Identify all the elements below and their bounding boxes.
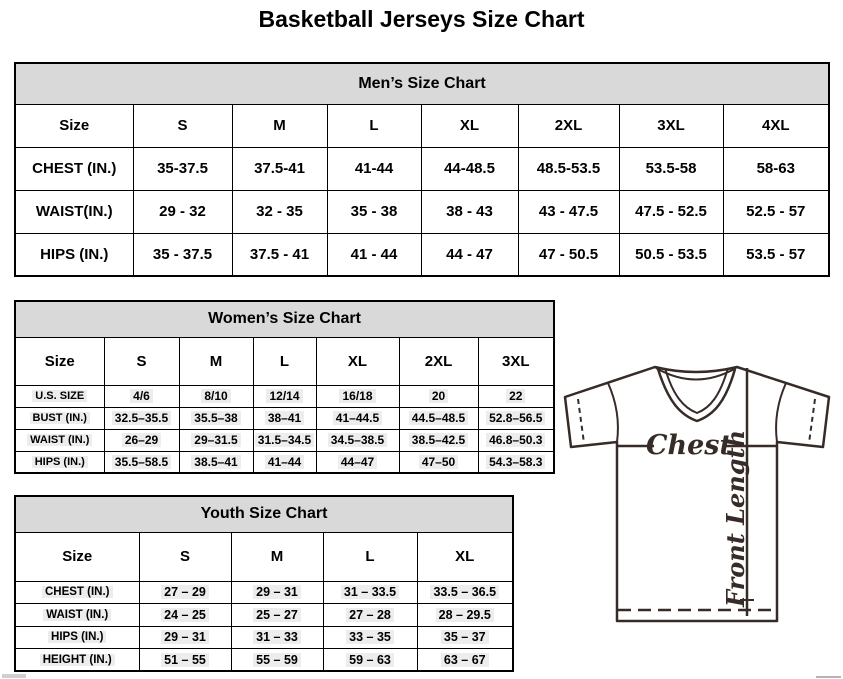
table-cell: 44 - 47	[421, 233, 518, 276]
womens-size-table	[14, 300, 555, 474]
table-cell: 52.8–56.5	[478, 407, 554, 429]
row-label: HIPS (IN.)	[15, 233, 133, 276]
table-cell: 33.5 – 36.5	[417, 581, 513, 604]
table-cell: 51 – 55	[139, 649, 231, 672]
column-header: XL	[417, 532, 513, 581]
row-label: HIPS (IN.)	[15, 626, 139, 649]
table-row	[15, 649, 513, 672]
table-cell: 28 – 29.5	[417, 604, 513, 627]
womens-table-header-band	[15, 301, 554, 337]
table-cell: 16/18	[316, 385, 399, 407]
table-cell: 47 - 50.5	[518, 233, 619, 276]
table-cell: 32.5–35.5	[104, 407, 179, 429]
table-cell: 52.5 - 57	[723, 190, 829, 233]
table-cell: 35 – 37	[417, 626, 513, 649]
table-cell: 44-48.5	[421, 147, 518, 190]
column-header: L	[253, 337, 316, 385]
table-cell: 54.3–58.3	[478, 451, 554, 473]
table-cell: 34.5–38.5	[316, 429, 399, 451]
table-cell: 43 - 47.5	[518, 190, 619, 233]
table-row	[15, 429, 554, 451]
youth-size-table	[14, 495, 514, 672]
mens-table-header-band	[15, 63, 829, 104]
row-label: CHEST (IN.)	[15, 147, 133, 190]
table-row	[15, 385, 554, 407]
table-cell: 26–29	[104, 429, 179, 451]
cropped-fragment-left	[2, 674, 26, 678]
column-header: Size	[15, 337, 104, 385]
table-cell: 47.5 - 52.5	[619, 190, 723, 233]
column-header: L	[327, 104, 421, 147]
table-cell: 32 - 35	[232, 190, 327, 233]
youth-table-title: Youth Size Chart	[15, 496, 513, 532]
column-header: L	[323, 532, 417, 581]
womens-column-header-row	[15, 337, 554, 385]
mens-table-title: Men’s Size Chart	[15, 63, 829, 104]
mens-size-table	[14, 62, 830, 277]
row-label: BUST (IN.)	[15, 407, 104, 429]
row-label: U.S. SIZE	[15, 385, 104, 407]
page-title: Basketball Jerseys Size Chart	[258, 6, 585, 32]
row-label: WAIST (IN.)	[15, 429, 104, 451]
table-cell: 35 - 37.5	[133, 233, 232, 276]
table-row	[15, 147, 829, 190]
column-header: 3XL	[619, 104, 723, 147]
table-cell: 41-44	[327, 147, 421, 190]
column-header: M	[231, 532, 323, 581]
column-header: XL	[316, 337, 399, 385]
table-cell: 37.5-41	[232, 147, 327, 190]
table-row	[15, 190, 829, 233]
row-label: WAIST (IN.)	[15, 604, 139, 627]
table-cell: 8/10	[179, 385, 253, 407]
table-cell: 31 – 33	[231, 626, 323, 649]
table-cell: 20	[399, 385, 478, 407]
table-row	[15, 581, 513, 604]
jersey-outline	[565, 367, 829, 621]
table-cell: 47–50	[399, 451, 478, 473]
table-cell: 27 – 29	[139, 581, 231, 604]
table-cell: 35.5–58.5	[104, 451, 179, 473]
table-row	[15, 451, 554, 473]
table-cell: 24 – 25	[139, 604, 231, 627]
table-cell: 35.5–38	[179, 407, 253, 429]
table-cell: 31 – 33.5	[323, 581, 417, 604]
row-label: CHEST (IN.)	[15, 581, 139, 604]
cropped-fragment-right	[816, 676, 841, 678]
front-length-label: Front Length	[721, 429, 750, 607]
table-cell: 58-63	[723, 147, 829, 190]
table-cell: 29 – 31	[139, 626, 231, 649]
column-header: Size	[15, 104, 133, 147]
table-cell: 29 – 31	[231, 581, 323, 604]
table-cell: 35-37.5	[133, 147, 232, 190]
table-cell: 44.5–48.5	[399, 407, 478, 429]
table-cell: 38–41	[253, 407, 316, 429]
table-cell: 41–44.5	[316, 407, 399, 429]
table-cell: 12/14	[253, 385, 316, 407]
column-header: 2XL	[399, 337, 478, 385]
row-label: HIPS (IN.)	[15, 451, 104, 473]
table-cell: 31.5–34.5	[253, 429, 316, 451]
table-cell: 38 - 43	[421, 190, 518, 233]
column-header: 3XL	[478, 337, 554, 385]
column-header: 2XL	[518, 104, 619, 147]
table-cell: 33 – 35	[323, 626, 417, 649]
column-header: S	[104, 337, 179, 385]
table-cell: 4/6	[104, 385, 179, 407]
table-cell: 59 – 63	[323, 649, 417, 672]
table-cell: 38.5–41	[179, 451, 253, 473]
table-cell: 63 – 67	[417, 649, 513, 672]
table-cell: 38.5–42.5	[399, 429, 478, 451]
chest-label: Chest	[646, 430, 732, 461]
table-row	[15, 233, 829, 276]
column-header: M	[179, 337, 253, 385]
column-header: XL	[421, 104, 518, 147]
womens-table-title: Women’s Size Chart	[15, 301, 554, 337]
table-cell: 29–31.5	[179, 429, 253, 451]
table-row	[15, 407, 554, 429]
youth-table-header-band	[15, 496, 513, 532]
column-header: S	[139, 532, 231, 581]
table-row	[15, 604, 513, 627]
table-cell: 41 - 44	[327, 233, 421, 276]
column-header: S	[133, 104, 232, 147]
table-cell: 37.5 - 41	[232, 233, 327, 276]
jersey-diagram	[551, 357, 842, 663]
table-cell: 46.8–50.3	[478, 429, 554, 451]
column-header: Size	[15, 532, 139, 581]
table-row	[15, 626, 513, 649]
table-cell: 25 – 27	[231, 604, 323, 627]
table-cell: 29 - 32	[133, 190, 232, 233]
table-cell: 44–47	[316, 451, 399, 473]
table-cell: 53.5-58	[619, 147, 723, 190]
table-cell: 55 – 59	[231, 649, 323, 672]
column-header: M	[232, 104, 327, 147]
youth-column-header-row	[15, 532, 513, 581]
table-cell: 35 - 38	[327, 190, 421, 233]
row-label: HEIGHT (IN.)	[15, 649, 139, 672]
table-cell: 41–44	[253, 451, 316, 473]
table-cell: 27 – 28	[323, 604, 417, 627]
table-cell: 48.5-53.5	[518, 147, 619, 190]
table-cell: 50.5 - 53.5	[619, 233, 723, 276]
column-header: 4XL	[723, 104, 829, 147]
table-cell: 53.5 - 57	[723, 233, 829, 276]
table-cell: 22	[478, 385, 554, 407]
row-label: WAIST(IN.)	[15, 190, 133, 233]
mens-column-header-row	[15, 104, 829, 147]
